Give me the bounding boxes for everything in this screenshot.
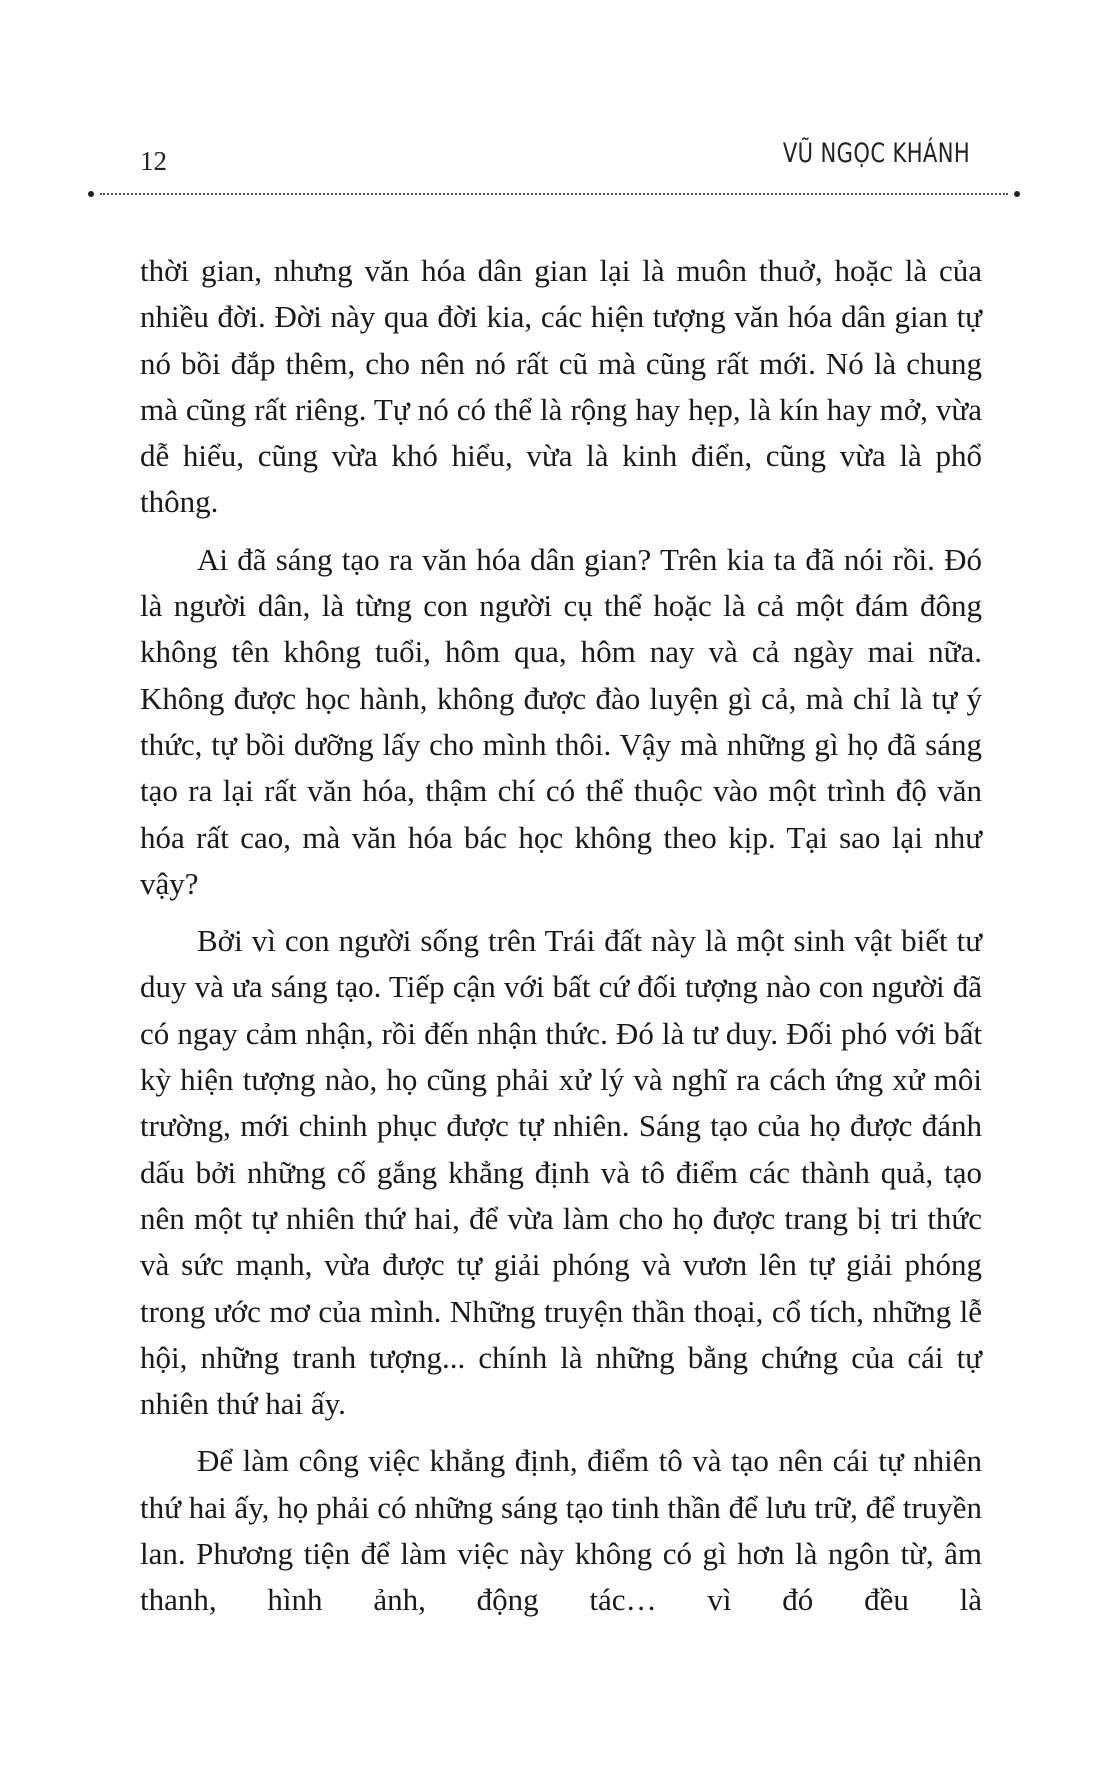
body-text [140, 248, 982, 1635]
rule-dot-right [1014, 191, 1020, 197]
paragraph-1: thời gian, nhưng văn hóa dân gian lại là muôn thuở, hoặc là của nhiều đời. Đời này qua đời kia, các hiện tượng văn hóa dân gian tự nó bồi đắp thêm, cho nên nó rất cũ mà cũng rất mới. Nó là chung mà cũng rất riêng. Tự nó có thể là rộng hay hẹp, là kín hay mở, vừa dễ hiểu, cũng vừa khó hiểu, vừa là kinh điển, cũng vừa là phổ thông. [140, 253, 982, 520]
dotted-line [100, 193, 1008, 195]
paragraph-2: Ai đã sáng tạo ra văn hóa dân gian? Trên kia ta đã nói rồi. Đó là người dân, là từng con người cụ thể hoặc là cả một đám đông không tên không tuổi, hôm qua, hôm nay và cả ngày mai nữa. Không được học hành, không được đào luyện gì cả, mà chỉ là tự ý thức, tự bồi dưỡng lấy cho mình thôi. Vậy mà những gì họ đã sáng tạo ra lại rất văn hóa, thậm chí có thể thuộc vào một trình độ văn hóa rất cao, mà văn hóa bác học không theo kịp. Tại sao lại như vậy? [140, 541, 982, 901]
running-head: VŨ NGỌC KHÁNH [782, 138, 970, 169]
paragraph-4: Để làm công việc khẳng định, điểm tô và tạo nên cái tự nhiên thứ hai ấy, họ phải có những sáng tạo tinh thần để lưu trữ, để truyền lan. Phương tiện để làm việc này không có gì hơn là ngôn từ, âm thanh, hình ảnh, động tác… vì đó đều là [140, 1443, 982, 1618]
page-number: 12 [140, 146, 167, 176]
paragraph-3: Bởi vì con người sống trên Trái đất này là một sinh vật biết tư duy và ưa sáng tạo. Tiếp cận với bất cứ đối tượng nào con người đã có ngay cảm nhận, rồi đến nhận thức. Đó là tư duy. Đối phó với bất kỳ hiện tượng nào, họ cũng phải xử lý và nghĩ ra cách ứng xử môi trường, mới chinh phục được tự nhiên. Sáng tạo của họ được đánh dấu bởi những cố gắng khẳng định và tô điểm các thành quả, tạo nên một tự nhiên thứ hai, để vừa làm cho họ được trang bị tri thức và sức mạnh, vừa được tự giải phóng và vươn lên tự giải phóng trong ước mơ của mình. Những truyện thần thoại, cổ tích, những lễ hội, những tranh tượng... chính là những bằng chứng của cái tự nhiên thứ hai ấy. [140, 923, 982, 1422]
page-header [88, 118, 1020, 178]
header-rule [88, 189, 1020, 199]
rule-dot-left [88, 191, 94, 197]
